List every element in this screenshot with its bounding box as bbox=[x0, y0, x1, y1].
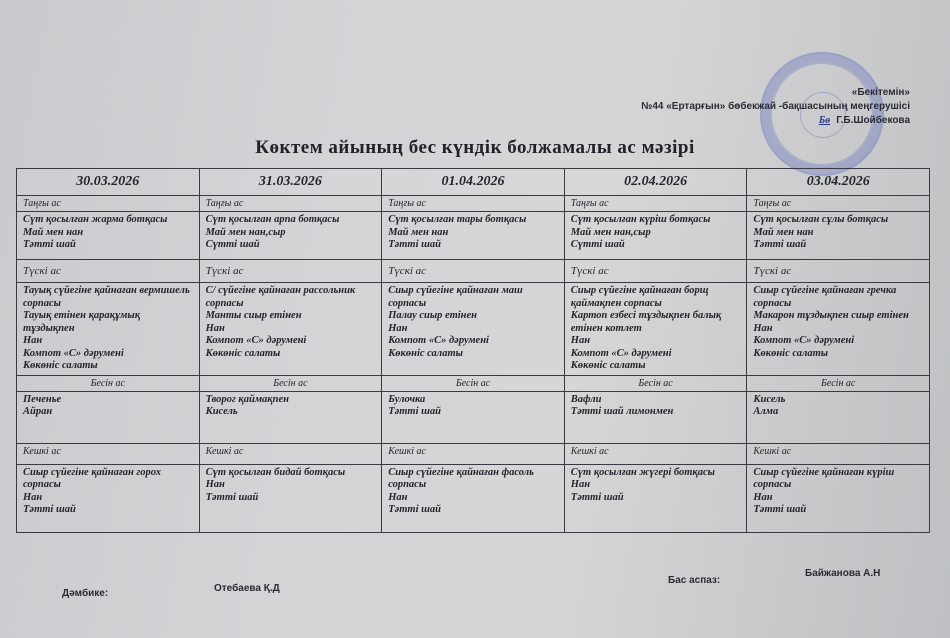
supper-header-row bbox=[17, 443, 930, 464]
menu-item: Нан bbox=[570, 335, 591, 346]
lunch-label-1: Түскі ас bbox=[199, 260, 382, 283]
tea-label-0: Бесін ас bbox=[17, 375, 200, 391]
menu-item: Сиыр сүйегіне қайнаған маш сорпасы bbox=[388, 285, 523, 309]
cook-label: Бас аспаз: bbox=[668, 575, 721, 586]
page-title: Көктем айының бес күндік болжамалы ас мәзірі bbox=[255, 137, 695, 158]
approval-signature-line bbox=[819, 114, 910, 128]
breakfast-label-4: Таңғы ас bbox=[747, 196, 930, 212]
approval-position: №44 «Ертарғын» бөбекжай -бақшасының меңгерушісі bbox=[641, 101, 910, 112]
menu-item: Сүтті шай bbox=[205, 239, 260, 250]
menu-item: Сүт қосылған бидай ботқасы bbox=[205, 466, 346, 478]
menu-item: Айран bbox=[23, 406, 53, 417]
nurse-name: Отебаева Қ.Д bbox=[214, 583, 280, 594]
breakfast-items-row bbox=[17, 212, 930, 260]
lunch-label-0: Түскі ас bbox=[17, 260, 200, 283]
menu-item: Тауық етінен қарақұмық тұздықпен bbox=[23, 310, 141, 334]
approval-label: «Бекітемін» bbox=[851, 87, 910, 98]
menu-item: Май мен нан bbox=[753, 226, 814, 238]
breakfast-cell-4 bbox=[747, 212, 930, 260]
signature: Бө bbox=[818, 115, 831, 126]
day-date-4: 03.04.2026 bbox=[747, 169, 930, 196]
day-date-0: 30.03.2026 bbox=[17, 169, 200, 196]
approval-name: Г.Б.Шойбекова bbox=[836, 115, 910, 126]
menu-item: Тәтті шай bbox=[23, 504, 76, 515]
breakfast-label-1: Таңғы ас bbox=[199, 196, 382, 212]
menu-item: Май мен нан bbox=[388, 226, 449, 238]
breakfast-cell-3 bbox=[564, 212, 747, 260]
breakfast-cell-0 bbox=[17, 212, 200, 260]
menu-item: Нан bbox=[570, 479, 591, 490]
menu-item: Алма bbox=[753, 406, 779, 417]
lunch-cell-2 bbox=[382, 283, 565, 376]
lunch-label-3: Түскі ас bbox=[564, 260, 747, 283]
nurse-label: Дәмбике: bbox=[62, 588, 109, 599]
breakfast-header-row bbox=[17, 196, 930, 212]
menu-item: Компот «С» дәрумені bbox=[23, 347, 124, 359]
supper-label-3: Кешкі ас bbox=[564, 443, 747, 464]
menu-item: Көкөніс салаты bbox=[205, 347, 281, 359]
menu-item: Сүт қосылған тары ботқасы bbox=[388, 214, 527, 225]
lunch-header-row bbox=[17, 260, 930, 283]
menu-item: Тауық сүйегіне қайнаған вермишель сорпасы bbox=[23, 285, 190, 309]
menu-item: Сиыр сүйегіне қайнаған фасоль сорпасы bbox=[388, 466, 534, 490]
tea-header-row bbox=[17, 375, 930, 391]
menu-item: Вафли bbox=[570, 393, 602, 405]
supper-label-4: Кешкі ас bbox=[747, 443, 930, 464]
day-date-1: 31.03.2026 bbox=[199, 169, 382, 196]
lunch-cell-4 bbox=[747, 283, 930, 376]
lunch-cell-3 bbox=[564, 283, 747, 376]
menu-item: Тәтті шай bbox=[388, 406, 441, 417]
lunch-cell-0 bbox=[17, 283, 200, 376]
menu-item: Тәтті шай bbox=[570, 491, 624, 503]
day-date-3: 02.04.2026 bbox=[564, 169, 747, 196]
menu-item: Тәтті шай bbox=[23, 239, 76, 250]
lunch-cell-1 bbox=[199, 283, 382, 376]
menu-item: С/ сүйегіне қайнаған рассольник сорпасы bbox=[205, 285, 356, 309]
menu-item: Сүтті шай bbox=[570, 239, 625, 250]
tea-label-2: Бесін ас bbox=[382, 375, 565, 391]
menu-item: Нан bbox=[205, 479, 225, 490]
breakfast-cell-2 bbox=[382, 212, 565, 260]
tea-cell-0 bbox=[17, 391, 200, 443]
tea-items-row bbox=[17, 391, 930, 443]
menu-item: Компот «С» дәрумені bbox=[753, 335, 855, 346]
menu-item: Көкөніс салаты bbox=[753, 347, 829, 359]
menu-item: Май мен нан,сыр bbox=[205, 226, 286, 238]
menu-item: Сиыр сүйегіне қайнаған гречка сорпасы bbox=[753, 285, 897, 309]
lunch-items-row bbox=[17, 283, 930, 376]
menu-item: Макарон тұздықпен сиыр етінен bbox=[753, 310, 909, 321]
menu-item: Сүт қосылған жарма ботқасы bbox=[23, 214, 168, 225]
menu-item: Тәтті шай bbox=[388, 239, 441, 250]
tea-label-4: Бесін ас bbox=[747, 375, 930, 391]
day-date-2: 01.04.2026 bbox=[382, 169, 565, 196]
cook-name: Байжанова А.Н bbox=[805, 568, 881, 579]
menu-item: Тәтті шай bbox=[205, 491, 259, 503]
breakfast-label-2: Таңғы ас bbox=[382, 196, 565, 212]
menu-item: Көкөніс салаты bbox=[23, 360, 98, 371]
tea-cell-3 bbox=[564, 391, 747, 443]
lunch-label-2: Түскі ас bbox=[382, 260, 565, 283]
supper-cell-3 bbox=[564, 464, 747, 532]
menu-item: Сиыр сүйегіне қайнаған күріш сорпасы bbox=[753, 466, 895, 490]
menu-item: Май мен нан,сыр bbox=[570, 226, 651, 238]
menu-item: Сиыр сүйегіне қайнаған борщ қаймақпен сорпасы bbox=[570, 285, 709, 309]
supper-cell-1 bbox=[199, 464, 382, 532]
menu-item: Компот «С» дәрумені bbox=[570, 347, 672, 359]
supper-cell-0 bbox=[17, 464, 200, 532]
menu-item: Нан bbox=[23, 491, 43, 503]
breakfast-label-3: Таңғы ас bbox=[564, 196, 747, 212]
lunch-label-4: Түскі ас bbox=[747, 260, 930, 283]
menu-item: Сүт қосылған күріш ботқасы bbox=[570, 214, 711, 225]
menu-item: Нан bbox=[205, 322, 225, 334]
menu-item: Компот «С» дәрумені bbox=[205, 335, 307, 346]
menu-item: Сиыр сүйегіне қайнаған горох сорпасы bbox=[23, 466, 162, 490]
menu-item: Тәтті шай bbox=[753, 504, 807, 515]
menu-item: Сүт қосылған сұлы ботқасы bbox=[753, 214, 889, 225]
breakfast-label-0: Таңғы ас bbox=[17, 196, 200, 212]
menu-item: Нан bbox=[753, 322, 773, 334]
date-header-row bbox=[17, 169, 930, 196]
supper-label-0: Кешкі ас bbox=[17, 443, 200, 464]
supper-label-1: Кешкі ас bbox=[199, 443, 382, 464]
menu-item: Нан bbox=[753, 491, 773, 503]
menu-item: Көкөніс салаты bbox=[570, 360, 646, 371]
supper-cell-4 bbox=[747, 464, 930, 532]
menu-item: Май мен нан bbox=[23, 226, 84, 238]
menu-item: Печенье bbox=[23, 393, 62, 405]
menu-item: Нан bbox=[23, 335, 43, 346]
menu-item: Палау сиыр етінен bbox=[388, 310, 477, 321]
tea-label-1: Бесін ас bbox=[199, 375, 382, 391]
menu-item: Нан bbox=[388, 491, 408, 503]
menu-item: Манты сиыр етінен bbox=[205, 310, 302, 321]
menu-item: Нан bbox=[388, 322, 408, 334]
menu-item: Сүт қосылған арпа ботқасы bbox=[205, 214, 340, 225]
menu-item: Тәтті шай bbox=[388, 504, 441, 515]
menu-table bbox=[16, 168, 930, 533]
menu-item: Булочка bbox=[388, 393, 426, 405]
menu-item: Тәтті шай лимонмен bbox=[570, 406, 674, 417]
tea-cell-4 bbox=[747, 391, 930, 443]
approval-block bbox=[641, 86, 910, 128]
menu-item: Компот «С» дәрумені bbox=[388, 335, 489, 346]
supper-items-row bbox=[17, 464, 930, 532]
tea-cell-2 bbox=[382, 391, 565, 443]
menu-item: Сүт қосылған жүгері ботқасы bbox=[570, 466, 715, 478]
menu-item: Көкөніс салаты bbox=[388, 347, 463, 359]
menu-item: Картоп езбесі тұздықпен балық етінен котлет bbox=[570, 310, 722, 334]
menu-item: Творог қаймақпен bbox=[205, 393, 289, 405]
breakfast-cell-1 bbox=[199, 212, 382, 260]
tea-cell-1 bbox=[199, 391, 382, 443]
supper-label-2: Кешкі ас bbox=[382, 443, 565, 464]
menu-item: Тәтті шай bbox=[753, 239, 807, 250]
supper-cell-2 bbox=[382, 464, 565, 532]
menu-item: Кисель bbox=[205, 406, 238, 417]
tea-label-3: Бесін ас bbox=[564, 375, 747, 391]
menu-item: Кисель bbox=[753, 393, 786, 405]
